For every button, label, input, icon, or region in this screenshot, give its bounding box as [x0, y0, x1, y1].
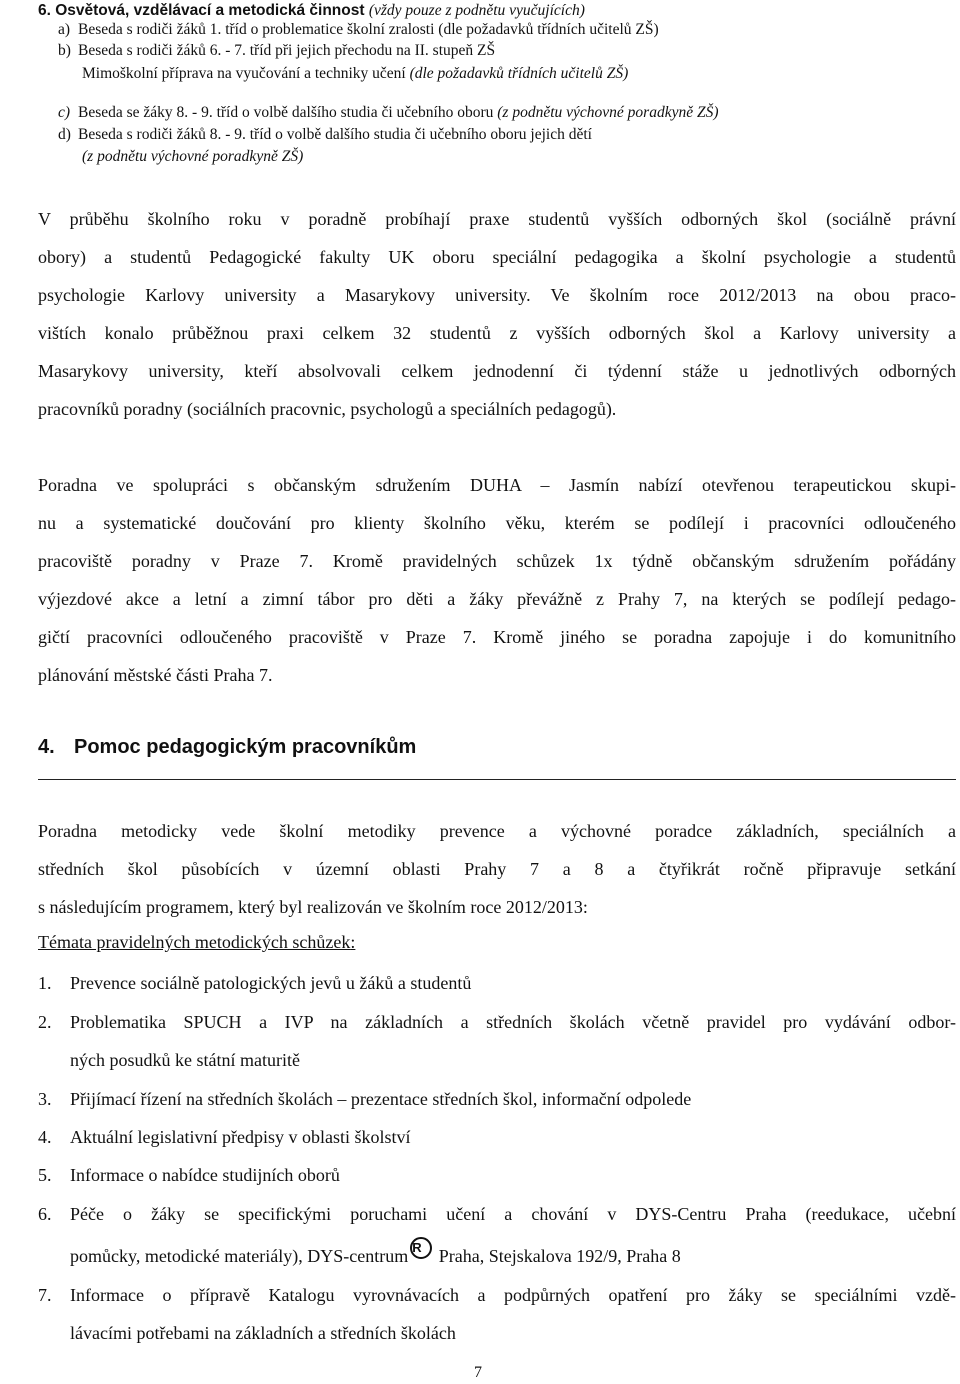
topic-item-4: 4. Aktuální legislativní předpisy v oblasti školství — [38, 1127, 411, 1147]
section-6-item-b: b) Beseda s rodiči žáků 6. - 7. tříd při jejich přechodu na II. stupeň ZŠ — [58, 42, 496, 59]
section-6-note: (vždy pouze z podnětu vyučujících) — [368, 2, 585, 19]
section-6-heading — [38, 2, 585, 20]
page-number: 7 — [474, 1364, 482, 1381]
topic-item-6: 6. Péče o žáky se specifickými poruchami učení a chování v DYS-Centru Praha (reedukace, učební pomůcky, metodické materiály), DYS-centrum R Praha, Stejskalova 192/9, Praha 8 — [38, 1204, 956, 1266]
topic-item-5: 5. Informace o nabídce studijních oborů — [38, 1165, 340, 1185]
topic-item-7: 7. Informace o přípravě Katalogu vyrovnávacích a podpůrných opatření pro žáky se speciálními vzdě- lávacími potřebami na základních a středních školách — [38, 1285, 956, 1343]
section-4-rule — [38, 779, 956, 780]
section-4-heading: 4. Pomoc pedagogickým pracovníkům — [38, 736, 417, 758]
topic-item-3: 3. Přijímací řízení na středních školách – prezentace středních škol, informační odpolede — [38, 1089, 692, 1109]
paragraph-duha-jasmin: Poradna ve spolupráci s občanským sdružením DUHA – Jasmín nabízí otevřenou terapeutickou skupi- nu a systematické doučování pro klienty školního věku, kterém se podílejí i pracovníci odloučeného pracoviště poradny v Praze 7. Kromě pravidelných schůzek 1x týdně občanským sdružením pořádány výjezdové akce a letní a zimní tábor pro děti a žáky převážně z Prahy 7, na kterých se podílejí pedago- gičtí pracovníci odloučeného pracoviště v Praze 7. Kromě jiného se poradna zapojuje i do komunitního plánování městské části Praha 7. — [38, 475, 956, 685]
section-6-title: 6. Osvětová, vzdělávací a metodická činnost — [38, 2, 365, 19]
registered-trademark-icon: R — [410, 1237, 432, 1259]
paragraph-praxe-studentu: V průběhu školního roku v poradně probíhají praxe studentů vyšších odborných škol (sociálně právní obory) a studentů Pedagogické fakulty UK oboru speciální pedagogika a školní psychologie a studentů psychologie Karlovy university a Masarykovy university. Ve školním roce 2012/2013 na obou praco- vištích konalo průběžnou praxi celkem 32 studentů z vyšších odborných škol a Karlovy university a Masarykovy university, kteří absolvovali celkem jednodenní či týdenní stáže u jednotlivých odborných pracovníků poradny (sociálních pracovnic, psychologů a speciálních pedagogů). — [38, 209, 956, 419]
section-6-item-d: d) Beseda s rodiči žáků 8. - 9. tříd o volbě dalšího studia či učebního oboru jejich dětí — [58, 126, 592, 143]
section-6-item-b-continuation: Mimoškolní příprava na vyučování a techniky učení (dle požadavků třídních učitelů ZŠ) — [82, 65, 629, 82]
section-6-item-d-note: (z podnětu výchovné poradkyně ZŠ) — [82, 148, 304, 165]
section-6-item-c: c) Beseda se žáky 8. - 9. tříd o volbě dalšího studia či učebního oboru (z podnětu výchovné poradkyně ZŠ) — [58, 104, 719, 121]
topic-item-1: 1. Prevence sociálně patologických jevů u žáků a studentů — [38, 973, 472, 993]
topic-item-2: 2. Problematika SPUCH a IVP na základních a středních školách včetně pravidel pro vydávání odbor- ných posudků ke státní maturitě — [38, 1012, 956, 1070]
topics-heading: Témata pravidelných metodických schůzek: — [38, 932, 356, 952]
paragraph-metodicka-setkani: Poradna metodicky vede školní metodiky prevence a výchovné poradce základních, speciálních a středních škol působících v územní oblasti Prahy 7 a 8 a čtyřikrát ročně připravuje setkání s následujícím programem, který byl realizován ve školním roce 2012/2013: — [38, 821, 956, 917]
section-6-item-a: a) Beseda s rodiči žáků 1. tříd o problematice školní zralosti (dle požadavků třídních učitelů ZŠ) — [58, 21, 659, 38]
